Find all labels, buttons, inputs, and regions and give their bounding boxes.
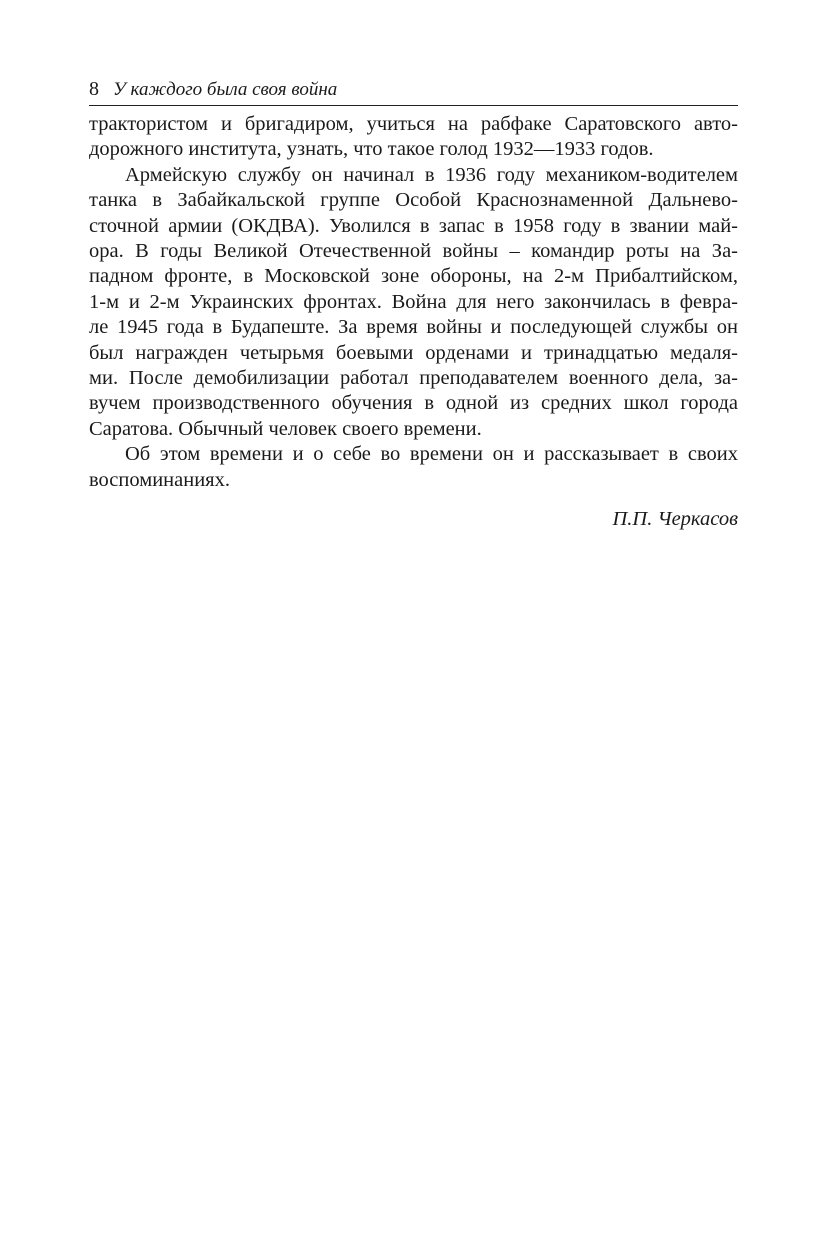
text-line: вучем производственного обучения в одной из средних школ города bbox=[89, 392, 738, 415]
text-line: дорожного института, узнать, что такое голод 1932—1933 годов. bbox=[89, 138, 654, 161]
text-line: ле 1945 года в Будапеште. За время войны и последующей службы он bbox=[89, 316, 738, 339]
text-line: трактористом и бригадиром, учиться на рабфаке Саратовского авто- bbox=[89, 113, 738, 135]
text-line: сточной армии (ОКДВА). Уволился в запас в 1958 году в звании май- bbox=[89, 214, 738, 237]
text-line: танка в Забайкальской группе Особой Краснознаменной Дальнево- bbox=[89, 189, 738, 212]
paragraph-1 bbox=[89, 112, 738, 163]
text-line: воспоминаниях. bbox=[89, 468, 230, 491]
text-line: Об этом времени и о себе во времени он и рассказывает в своих bbox=[125, 443, 738, 466]
book-title: У каждого была своя война bbox=[113, 79, 338, 100]
text-line: Армейскую службу он начинал в 1936 году механиком-водителем bbox=[125, 163, 738, 186]
text-line: был награжден четырьмя боевыми орденами и тринадцатью медаля- bbox=[89, 341, 738, 364]
text-line: 1-м и 2-м Украинских фронтах. Война для него закончилась в февра- bbox=[89, 290, 738, 313]
text-line: Саратова. Обычный человек своего времени. bbox=[89, 417, 482, 440]
running-head bbox=[89, 78, 738, 106]
text-line: падном фронте, в Московской зоне обороны, на 2-м Прибалтийском, bbox=[89, 265, 738, 288]
paragraph-2 bbox=[89, 163, 738, 442]
book-page bbox=[89, 78, 738, 532]
body-text bbox=[89, 106, 738, 493]
text-line: ми. После демобилизации работал преподавателем военного дела, за- bbox=[89, 367, 738, 390]
author-signature: П.П. Черкасов bbox=[612, 508, 738, 531]
text-line: ора. В годы Великой Отечественной войны – командир роты на За- bbox=[89, 240, 738, 263]
paragraph-3 bbox=[89, 442, 738, 493]
page-number: 8 bbox=[89, 78, 99, 100]
